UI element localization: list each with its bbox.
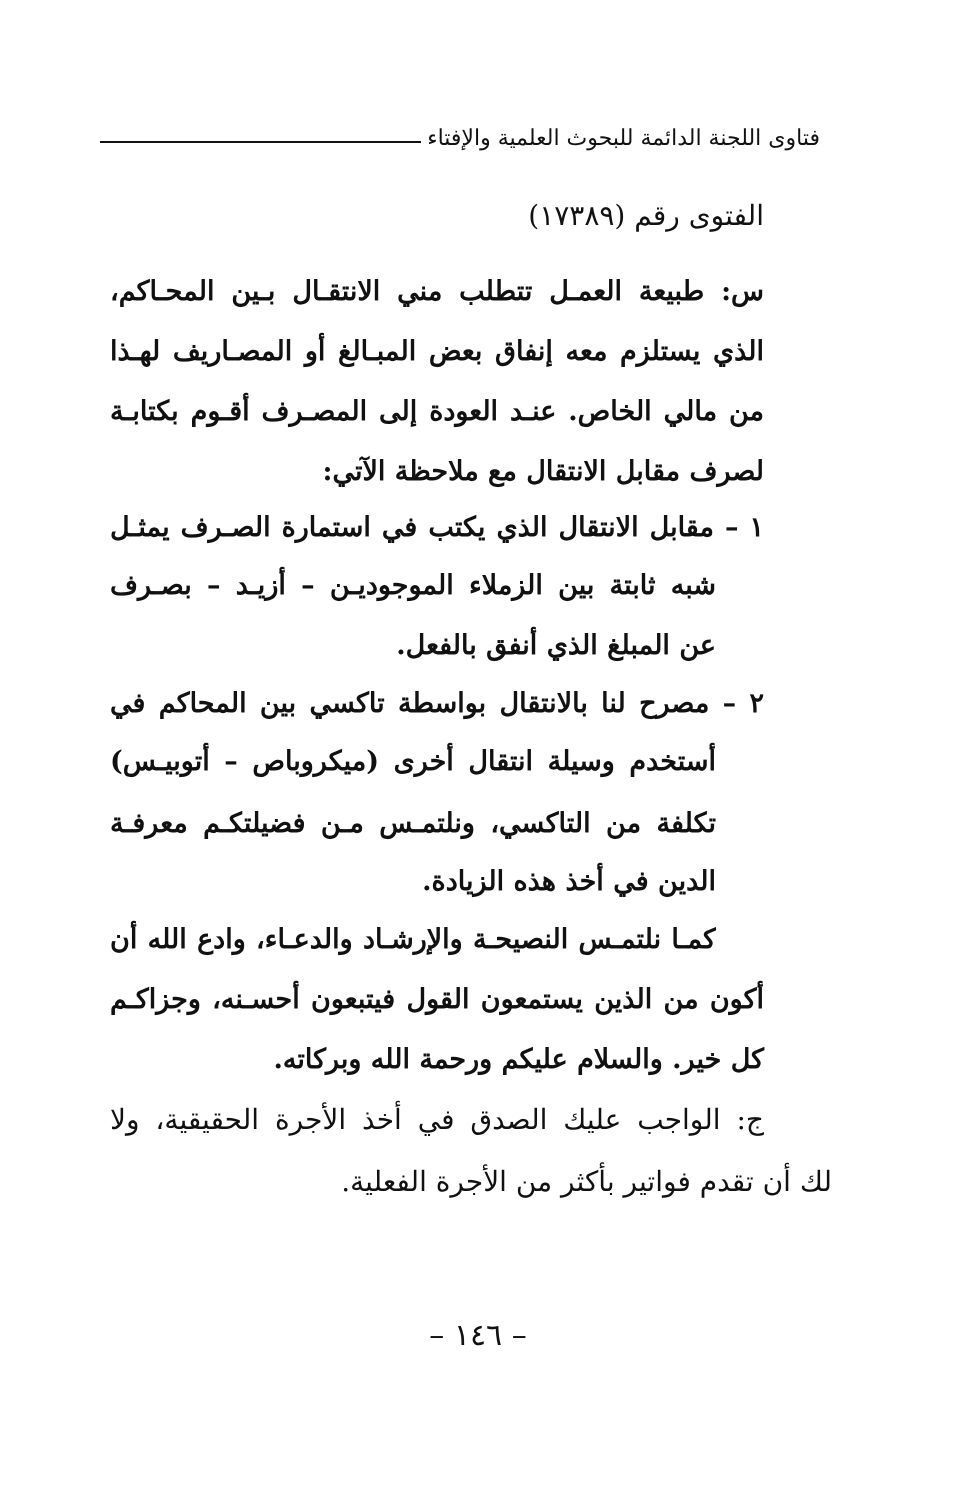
question-line: من مالي الخاص. عنـد العودة إلى المصـرف أقـوم بكتابـة [110, 396, 764, 427]
answer-line: لك أن تقدم فواتير بأكثر من الأجرة الفعلية. [341, 1165, 832, 1198]
header-rule [100, 141, 421, 143]
running-header-title: فتاوى اللجنة الدائمة للبحوث العلمية والإفتاء [427, 125, 820, 151]
running-header [100, 118, 820, 158]
question-closing-line: كمـا نلتمـس النصيحـة والإرشـاد والدعـاء، وادع الله أن [110, 924, 716, 955]
question-closing-line: أكون من الذين يستمعون القول فيتبعون أحسـنه، وجزاكـم [110, 984, 764, 1015]
question-item-2-line: الدين في أخذ هذه الزيادة. [422, 866, 716, 897]
answer-line: ج: الواجب عليك الصدق في أخذ الأجرة الحقيقية، ولا [110, 1103, 764, 1136]
question-item-1-line: شبه ثابتة بين الزملاء الموجوديـن – أزيـد – بصـرف [110, 570, 716, 601]
fatwa-number: الفتوى رقم (١٧٣٨٩) [528, 199, 764, 232]
question-line: س: طبيعة العمـل تتطلب مني الانتقـال بـين المحـاكم، [110, 276, 764, 307]
question-line: الذي يستلزم معه إنفاق بعض المبـالغ أو المصـاريف لهـذا [110, 336, 764, 367]
question-closing-line: كل خير. والسلام عليكم ورحمة الله وبركاته. [273, 1044, 764, 1075]
page-number: – ١٤٦ – [429, 1318, 527, 1353]
question-item-2-line: ٢ – مصرح لنا بالانتقال بواسطة تاكسي بين المحاكم في [110, 688, 764, 719]
question-item-2-line: أستخدم وسيلة انتقال أخرى (ميكروباص – أتوبيـس) [110, 746, 716, 777]
question-item-1-line: عن المبلغ الذي أنفق بالفعل. [396, 630, 716, 661]
question-item-1-line: ١ – مقابل الانتقال الذي يكتب في استمارة الصـرف يمثـل [110, 512, 764, 543]
question-line: لصرف مقابل الانتقال مع ملاحظة الآتي: [322, 456, 764, 487]
question-item-2-line: تكلفة من التاكسي، ونلتمـس مـن فضيلتكـم معرفـة [110, 808, 716, 839]
